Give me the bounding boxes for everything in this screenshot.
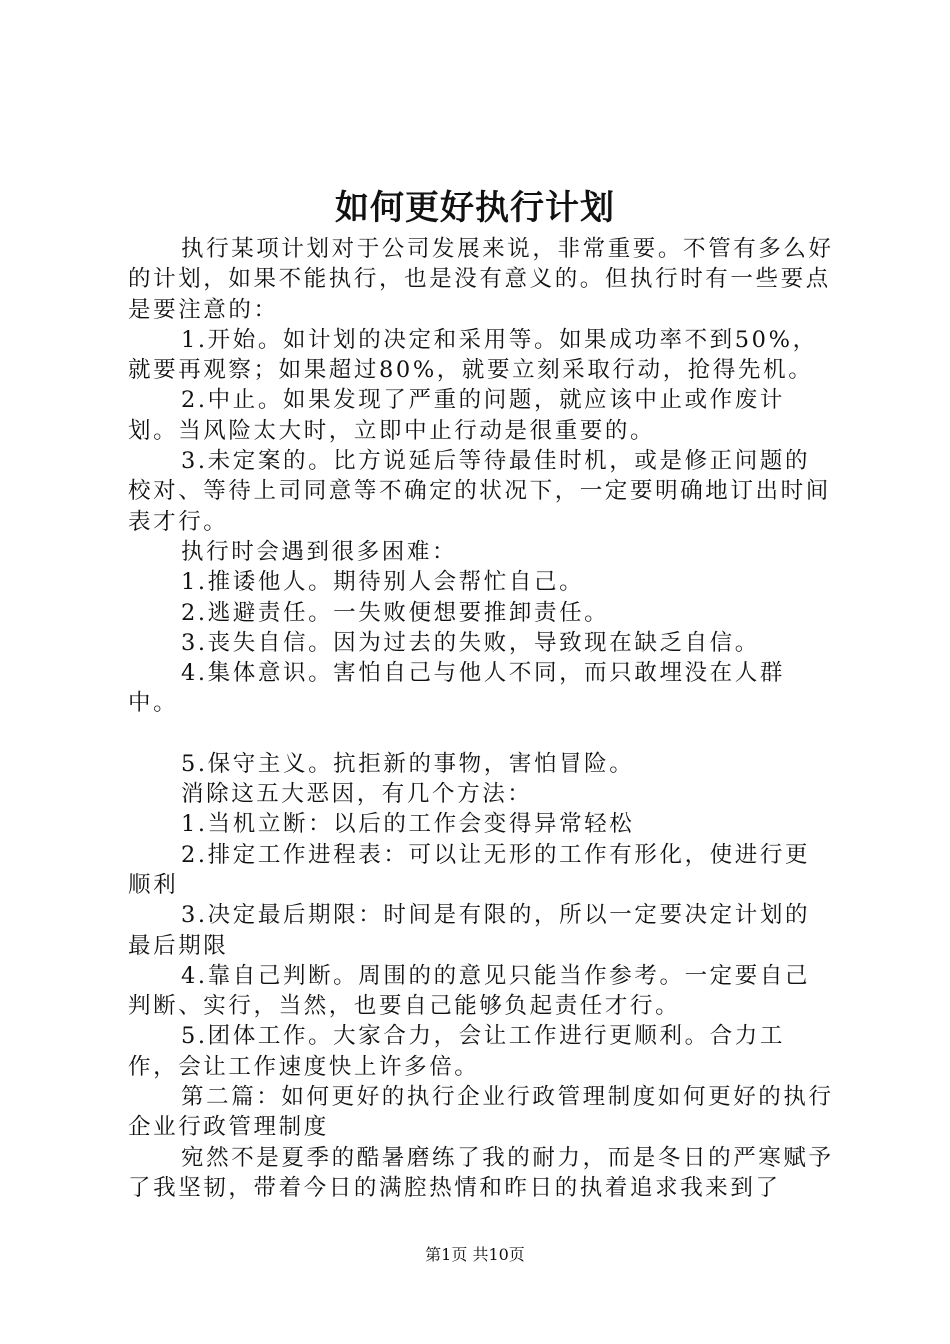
page-number-footer: 第1页 共10页 (425, 1245, 525, 1264)
paragraph-point-start: 1.开始。如计划的决定和采用等。如果成功率不到50%，就要再观察；如果超过80%，就要立刻采取行动，抢得先机。 (128, 326, 818, 384)
document-body (128, 234, 834, 1203)
paragraph-point-undecided: 3.未定案的。比方说延后等待最佳时机，或是修正问题的校对、等待上司同意等不确定的状况下，一定要明确地订出时间表才行。 (128, 448, 831, 535)
paragraph-method-5: 5.团体工作。大家合力，会让工作进行更顺利。合力工作，会让工作速度快上许多倍。 (128, 1023, 785, 1080)
paragraph-method-2: 2.排定工作进程表：可以让无形的工作有形化，使进行更顺利 (128, 841, 811, 898)
paragraph-second-part-body: 宛然不是夏季的酷暑磨练了我的耐力，而是冬日的严寒赋予了我坚韧，带着今日的满腔热情和昨日的执着追求我来到了 (128, 1144, 834, 1201)
paragraph-point-stop: 2.中止。如果发现了严重的问题，就应该中止或作废计划。当风险太大时，立即中止行动是很重要的。 (128, 387, 785, 444)
paragraph-difficulty-1: 1.推诿他人。期待别人会帮忙自己。 (181, 569, 585, 596)
paragraph-method-3: 3.决定最后期限：时间是有限的，所以一定要决定计划的最后期限 (128, 902, 811, 959)
paragraph-method-4: 4.靠自己判断。周围的的意见只能当作参考。一定要自己判断、实行，当然，也要自己能够负起责任才行。 (128, 962, 811, 1020)
paragraph-second-part-heading: 第二篇：如何更好的执行企业行政管理制度如何更好的执行企业行政管理制度 (128, 1084, 834, 1141)
paragraph-intro: 执行某项计划对于公司发展来说，非常重要。不管有多么好的计划，如果不能执行，也是没有意义的。但执行时有一些要点是要注意的： (128, 236, 834, 323)
paragraph-method-1: 1.当机立断：以后的工作会变得异常轻松 (181, 811, 635, 838)
paragraph-difficulty-5: 5.保守主义。抗拒新的事物，害怕冒险。 (181, 750, 635, 777)
document-title: 如何更好执行计划 (335, 188, 615, 228)
paragraph-difficulty-4: 4.集体意识。害怕自己与他人不同，而只敢埋没在人群中。 (128, 660, 785, 717)
paragraph-difficulty-2: 2.逃避责任。一失败便想要推卸责任。 (181, 599, 610, 626)
paragraph-difficulty-3: 3.丧失自信。因为过去的失败，导致现在缺乏自信。 (181, 629, 760, 656)
paragraph-difficulties-heading: 执行时会遇到很多困难： (181, 538, 458, 565)
paragraph-methods-heading: 消除这五大恶因，有几个方法： (181, 781, 533, 808)
